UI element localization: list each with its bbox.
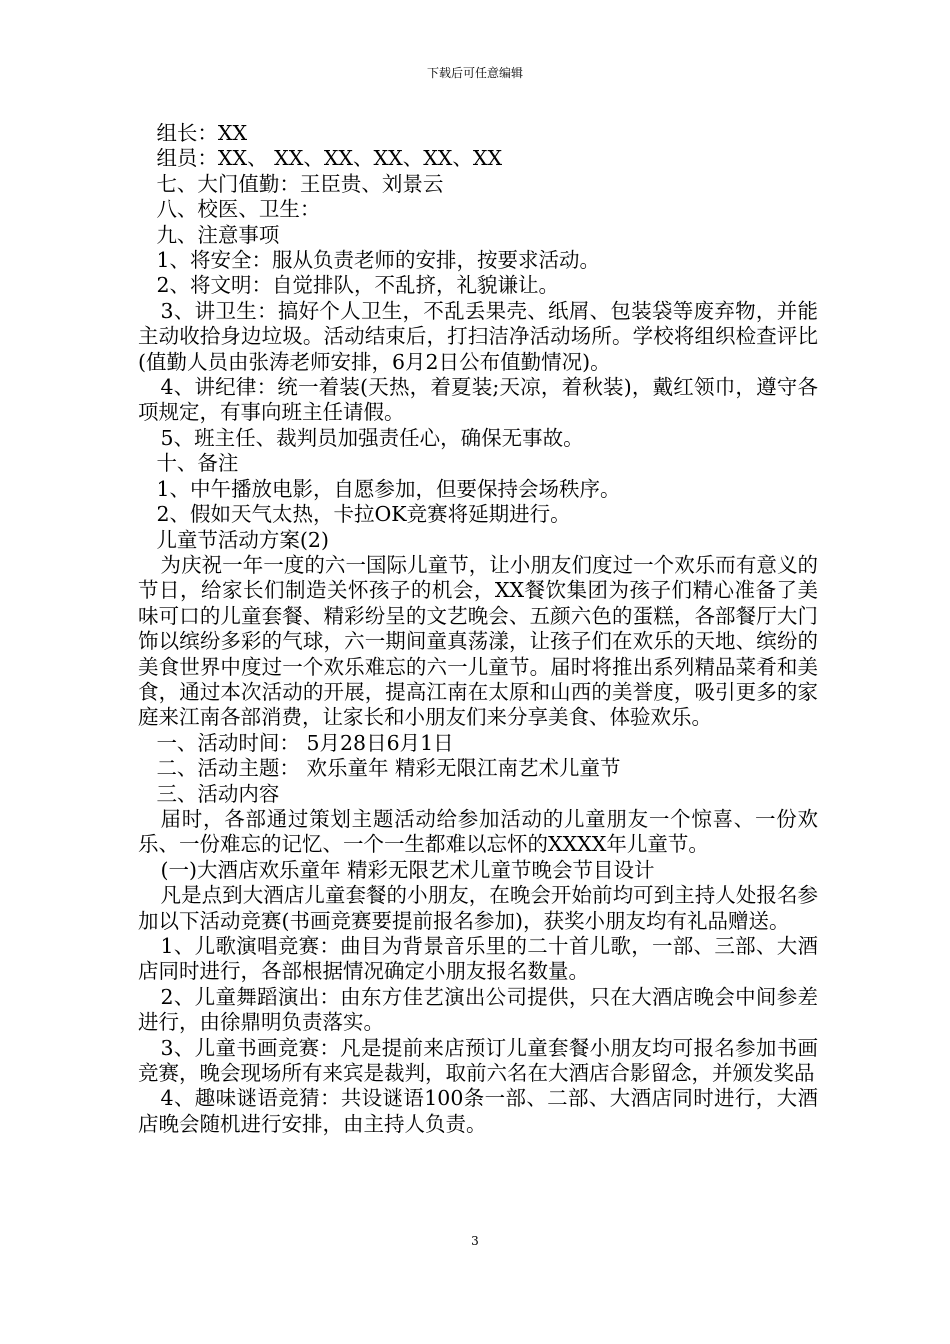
page-number: 3 — [471, 1234, 479, 1248]
document-body — [138, 121, 818, 1137]
section-title: 儿童节活动方案(2) — [156, 527, 329, 552]
paragraph: 1、儿歌演唱竞赛：曲目为背景音乐里的二十首儿歌，一部、三部、大酒店同时进行，各部根据情况确定小朋友报名数量。 — [138, 934, 818, 984]
paragraph: 为庆祝一年一度的六一国际儿童节，让小朋友们度过一个欢乐而有意义的节日，给家长们制造关怀孩子的机会，XX餐饮集团为孩子们精心准备了美味可口的儿童套餐、精彩纷呈的文艺晚会、五颜六色的蛋糕，各部餐厅大门饰以缤纷多彩的气球，六一期间童真荡漾，让孩子们在欢乐的天地、缤纷的美食世界中度过一个欢乐难忘的六一儿童节。届时将推出系列精品菜肴和美食，通过本次活动的开展，提高江南在太原和山西的美誉度，吸引更多的家庭来江南各部消费，让家长和小朋友们来分享美食、体验欢乐。 — [138, 552, 818, 730]
paragraph: 1、中午播放电影，自愿参加，但要保持会场秩序。 — [156, 476, 621, 501]
paragraph: 3、儿童书画竞赛：凡是提前来店预订儿童套餐小朋友均可报名参加书画竞赛，晚会现场所有来宾是裁判，取前六名在大酒店合影留念，并颁发奖品 — [138, 1035, 818, 1086]
paragraph: 2、假如天气太热，卡拉OK竞赛将延期进行。 — [156, 502, 571, 527]
paragraph: 届时，各部通过策划主题活动给参加活动的儿童朋友一个惊喜、一份欢乐、一份难忘的记忆、一个一生都难以忘怀的XXXX年儿童节。 — [138, 806, 818, 857]
paragraph: 组长：XX — [156, 121, 248, 145]
paragraph: 二、活动主题： 欢乐童年 精彩无限江南艺术儿童节 — [156, 756, 621, 781]
paragraph: 三、活动内容 — [156, 781, 280, 806]
paragraph: 5、班主任、裁判员加强责任心，确保无事故。 — [160, 425, 584, 450]
paragraph: 3、讲卫生：搞好个人卫生，不乱丢果壳、纸屑、包装袋等废弃物，并能主动收拾身边垃圾。活动结束后，打扫洁净活动场所。学校将组织检查评比(值勤人员由张涛老师安排，6月2日公布值勤情况)。 — [138, 298, 818, 374]
paragraph: (一)大酒店欢乐童年 精彩无限艺术儿童节晚会节目设计 — [160, 857, 655, 882]
paragraph: 4、讲纪律：统一着装(天热，着夏装;天凉，着秋装)，戴红领巾，遵守各项规定，有事向班主任请假。 — [138, 375, 818, 425]
paragraph: 2、儿童舞蹈演出：由东方佳艺演出公司提供，只在大酒店晚会中间参差进行，由徐鼎明负责落实。 — [138, 984, 818, 1035]
paragraph: 凡是点到大酒店儿童套餐的小朋友，在晚会开始前均可到主持人处报名参加以下活动竞赛(书画竞赛要提前报名参加)，获奖小朋友均有礼品赠送。 — [138, 883, 818, 933]
paragraph: 八、校医、卫生： — [156, 197, 321, 222]
page-header-note: 下载后可任意编辑 — [426, 66, 523, 80]
paragraph: 一、活动时间： 5月28日6月1日 — [156, 730, 454, 755]
paragraph: 组员：XX、 XX、XX、XX、XX、XX — [156, 146, 503, 171]
paragraph: 1、将安全：服从负责老师的安排，按要求活动。 — [156, 248, 600, 273]
paragraph: 七、大门值勤：王臣贵、刘景云 — [156, 171, 444, 196]
paragraph: 2、将文明：自觉排队，不乱挤，礼貌谦让。 — [156, 273, 559, 298]
paragraph: 九、注意事项 — [156, 222, 280, 247]
paragraph: 4、趣味谜语竞猜：共设谜语100条一部、二部、大酒店同时进行，大酒店晚会随机进行安排，由主持人负责。 — [138, 1086, 818, 1136]
paragraph: 十、备注 — [156, 451, 239, 476]
